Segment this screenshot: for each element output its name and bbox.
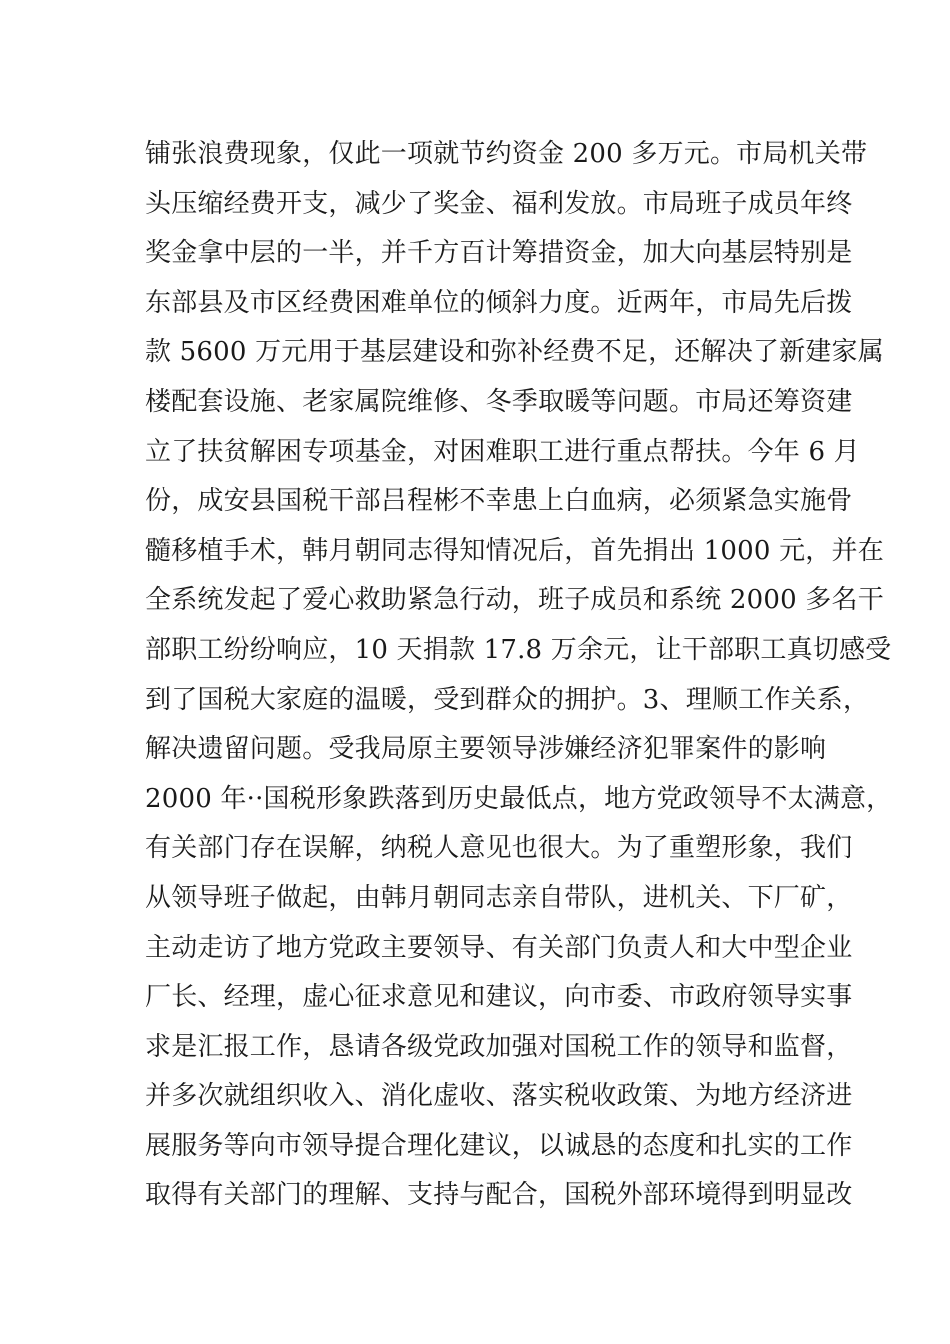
text-line: 款 5600 万元用于基层建设和弥补经费不足，还解决了新建家属 [145,337,884,368]
text-line: 东部县及市区经费困难单位的倾斜力度。近两年，市局先后拨 [145,287,853,318]
text-line: 展服务等向市领导提合理化建议，以诚恳的态度和扎实的工作 [145,1130,853,1161]
text-line: 从领导班子做起，由韩月朝同志亲自带队，进机关、下厂矿， [145,882,853,913]
text-line: 主动走访了地方党政主要领导、有关部门负责人和大中型企业 [145,932,853,963]
text-line: 到了国税大家庭的温暖，受到群众的拥护。3、理顺工作关系， [145,684,870,715]
text-line: 求是汇报工作，恳请各级党政加强对国税工作的领导和监督， [145,1031,853,1062]
text-line: 取得有关部门的理解、支持与配合，国税外部环境得到明显改 [145,1180,853,1211]
text-line: 份，成安县国税干部吕程彬不幸患上白血病，必须紧急实施骨 [145,486,853,517]
body-text [145,130,893,1221]
text-line: 全系统发起了爱心救助紧急行动，班子成员和系统 2000 多名干 [145,585,884,616]
text-line: 奖金拿中层的一半，并千方百计筹措资金，加大向基层特别是 [145,238,853,269]
text-line: 2000 年··国税形象跌落到历史最低点，地方党政领导不太满意， [145,783,893,814]
text-line: 立了扶贫解困专项基金，对困难职工进行重点帮扶。今年 6 月 [145,436,860,467]
text-line: 铺张浪费现象，仅此一项就节约资金 200 多万元。市局机关带 [145,139,868,169]
text-line: 部职工纷纷响应，10 天捐款 17.8 万余元，让干部职工真切感受 [145,634,892,665]
text-line: 髓移植手术，韩月朝同志得知情况后，首先捐出 1000 元，并在 [145,535,884,566]
text-line: 并多次就组织收入、消化虚收、落实税收政策、为地方经济进 [145,1081,853,1112]
text-line: 厂长、经理，虚心征求意见和建议，向市委、市政府领导实事 [145,982,853,1013]
text-line: 楼配套设施、老家属院维修、冬季取暖等问题。市局还筹资建 [145,386,853,417]
text-line: 头压缩经费开支，减少了奖金、福利发放。市局班子成员年终 [145,188,853,219]
text-line: 有关部门存在误解，纳税人意见也很大。为了重塑形象，我们 [145,833,853,864]
text-line: 解决遗留问题。受我局原主要领导涉嫌经济犯罪案件的影响 [145,734,827,765]
